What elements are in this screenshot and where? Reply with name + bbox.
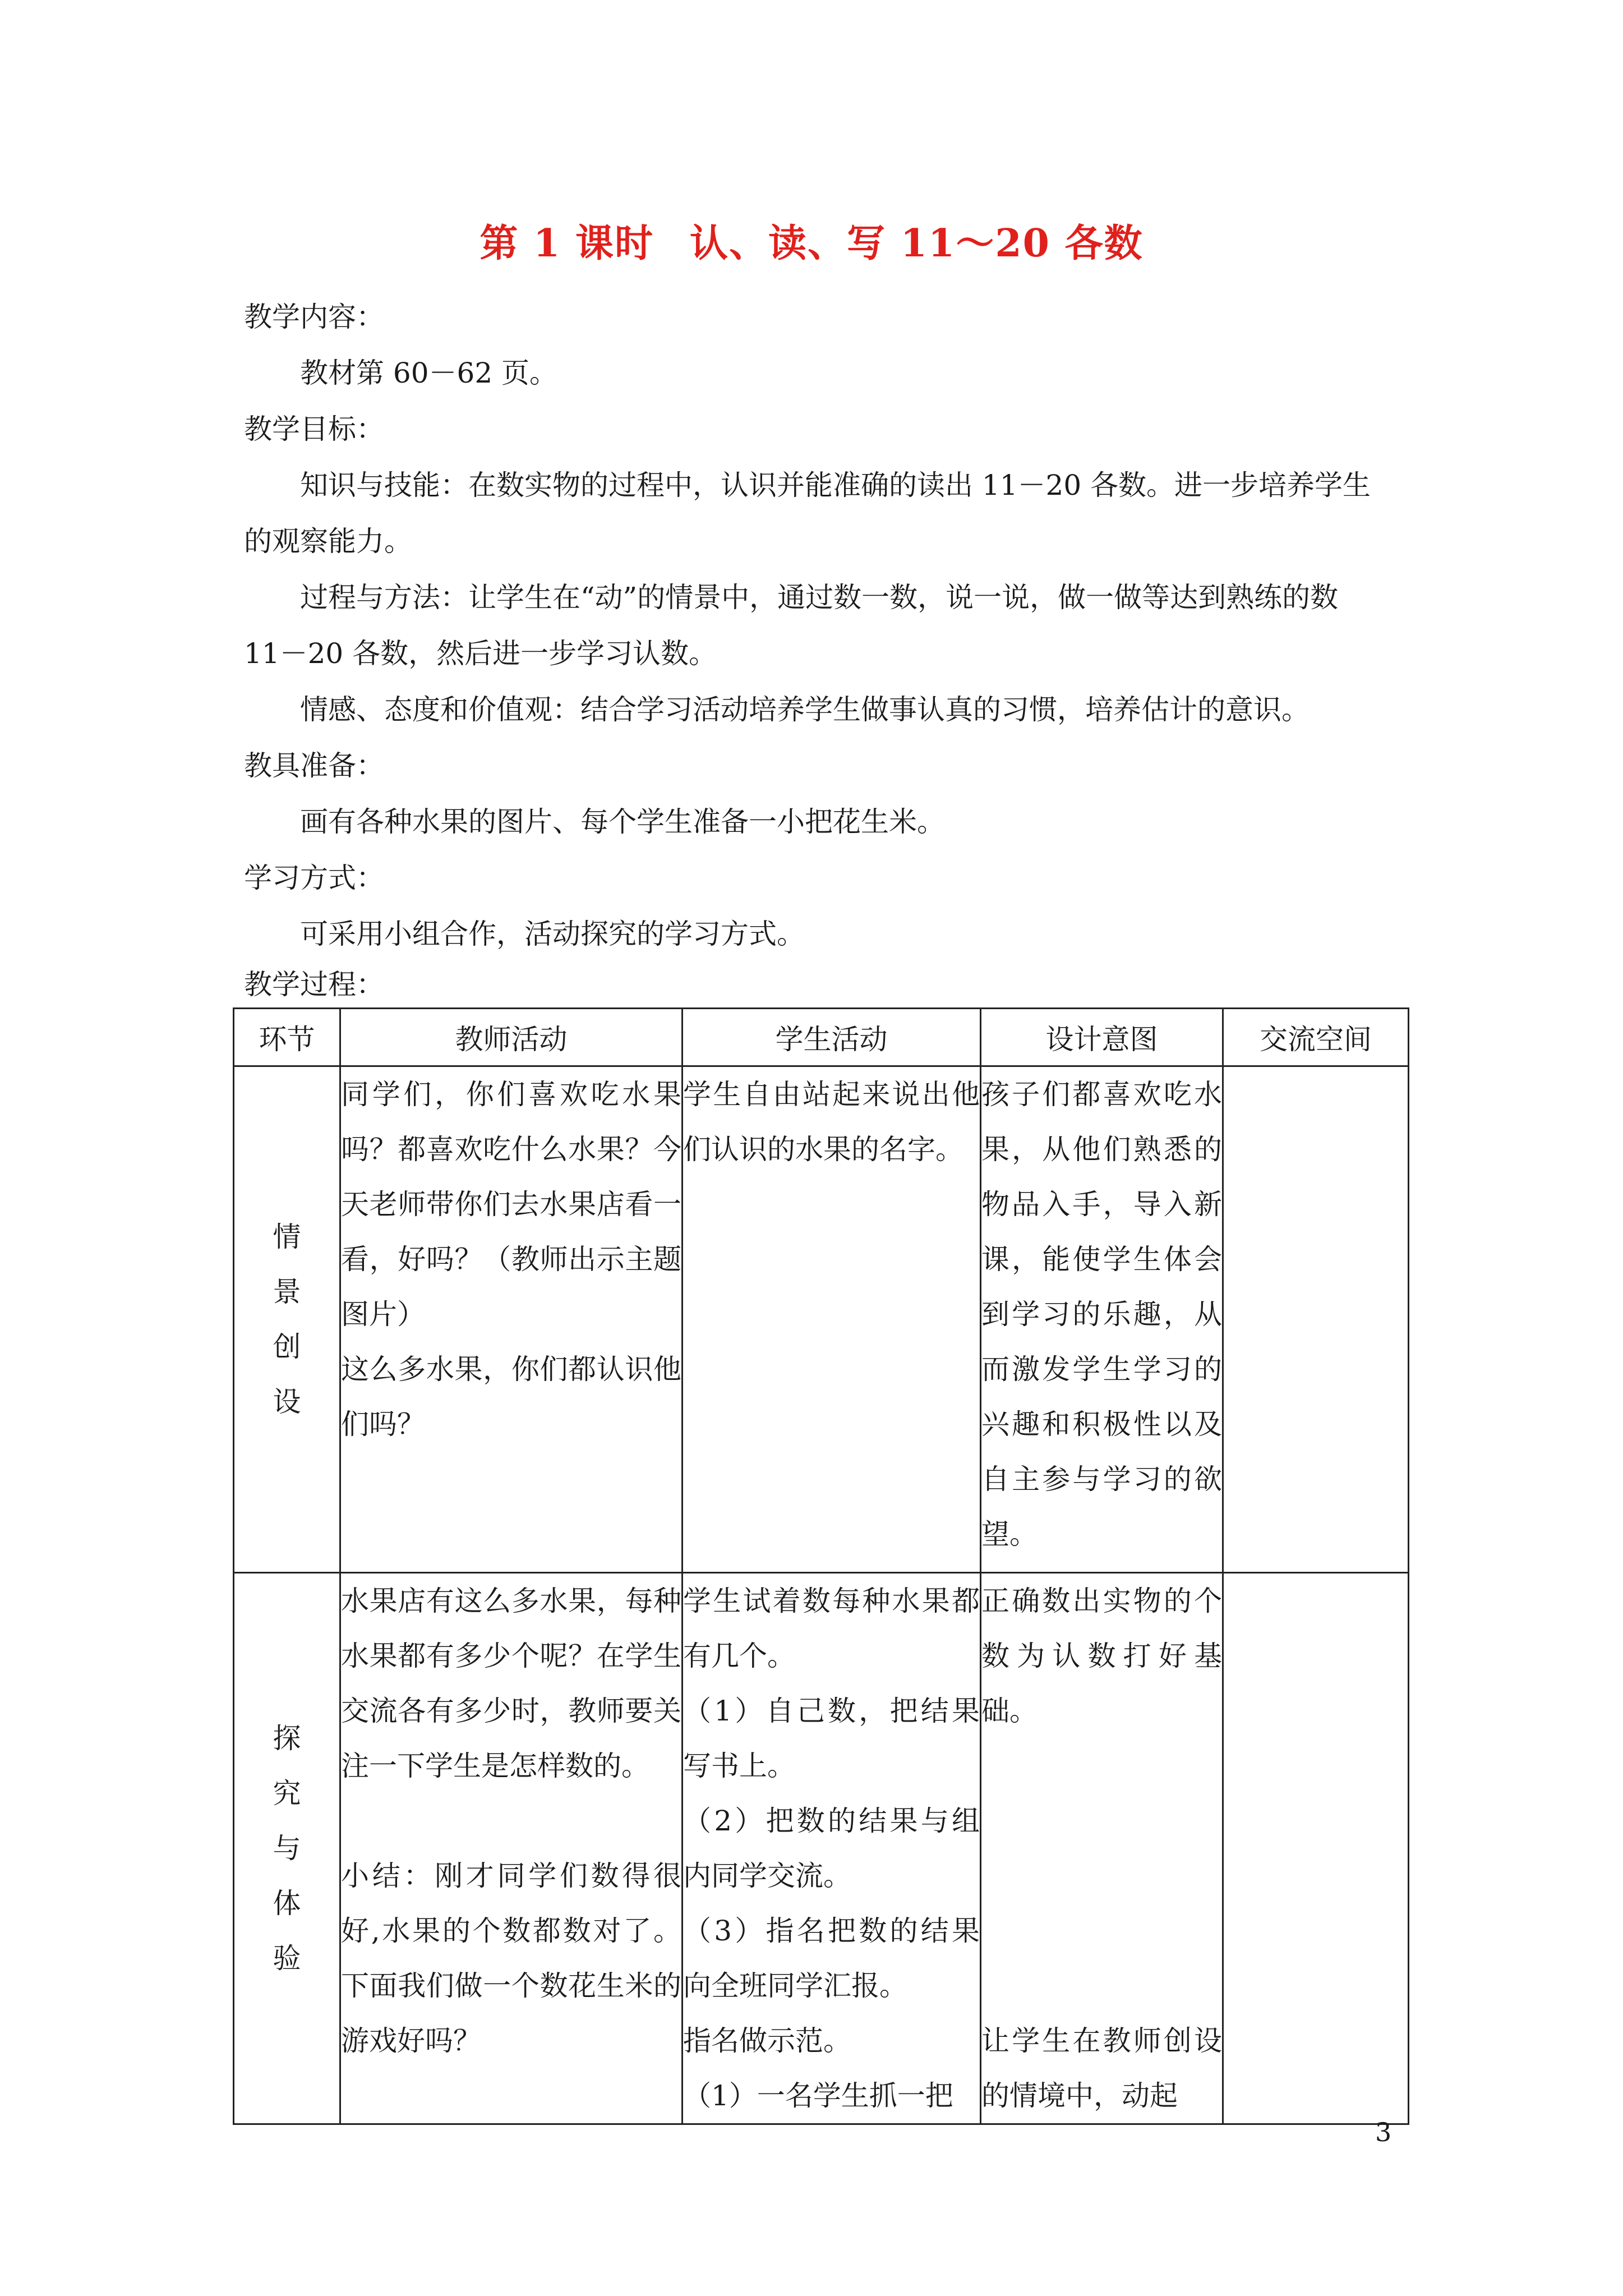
tools-text: 画有各种水果的图片、每个学生准备一小把花生米。 [300, 806, 945, 838]
goal-emotion: 情感、态度和价值观：结合学习活动培养学生做事认真的习惯，培养估计的意识。 [300, 693, 1310, 726]
student-text: 学生试着数每种水果都有几个。 [683, 1585, 980, 1672]
student-text: 学生自由站起来说出他们认识的水果的名字。 [683, 1078, 980, 1166]
design-intent-cell [981, 1573, 1223, 2124]
header-student: 学生活动 [683, 1009, 981, 1066]
goal-process-line1: 过程与方法：让学生在“动”的情景中，通过数一数，说一说，做一做等达到熟练的数 [300, 581, 1339, 614]
content-text: 教材第 60－62 页。 [300, 357, 558, 389]
goal-knowledge-line1: 知识与技能：在数实物的过程中，认识并能准确的读出 11－20 各数。进一步培养学生 [300, 469, 1371, 501]
teacher-text: 水果店有这么多水果，每种水果都有多少个呢？在学生交流各有多少时，教师要关注一下学生是怎样数的。 [341, 1585, 681, 1782]
stage-char: 究 [273, 1777, 301, 1810]
student-text: （3）指名把数的结果向全班同学汇报。 [683, 1915, 980, 2002]
teacher-activity-cell [340, 1573, 683, 2124]
content-heading: 教学内容： [244, 301, 384, 333]
page-number: 3 [1375, 2117, 1392, 2147]
header-design: 设计意图 [981, 1009, 1223, 1066]
teacher-activity-cell [340, 1066, 683, 1573]
method-text: 可采用小组合作，活动探究的学习方式。 [300, 918, 805, 950]
teacher-text: 这么多水果，你们都认识他们吗？ [341, 1353, 681, 1441]
lesson-process-table [233, 1007, 1409, 2125]
stage-char: 设 [273, 1386, 301, 1418]
goals-heading: 教学目标： [244, 413, 384, 445]
design-intent-cell [981, 1066, 1223, 1573]
table-header-row [234, 1009, 1409, 1066]
student-activity-cell [683, 1573, 981, 2124]
exchange-space-cell [1223, 1066, 1409, 1573]
table-row [234, 1066, 1409, 1573]
stage-char: 与 [273, 1832, 301, 1865]
method-heading: 学习方式： [244, 862, 384, 894]
tools-heading: 教具准备： [244, 749, 384, 782]
teacher-text: 同学们，你们喜欢吃水果吗？都喜欢吃什么水果？今天老师带你们去水果店看一看，好吗？（教师出示主题图片） [341, 1078, 681, 1331]
exchange-space-cell [1223, 1573, 1409, 2124]
design-text: 让学生在教师创设的情境中，动起 [981, 2024, 1222, 2112]
stage-char: 景 [273, 1276, 301, 1308]
student-activity-cell [683, 1066, 981, 1573]
stage-char: 创 [273, 1331, 301, 1363]
goal-knowledge-line2: 的观察能力。 [244, 525, 412, 558]
header-stage: 环节 [234, 1009, 340, 1066]
header-exchange: 交流空间 [1223, 1009, 1409, 1066]
student-text: 指名做示范。 [683, 2024, 851, 2057]
stage-char: 情 [273, 1221, 301, 1253]
stage-cell [234, 1066, 340, 1573]
design-text: 孩子们都喜欢吃水果，从他们熟悉的物品入手，导入新课，能使学生体会到学习的乐趣，从而激发学生学习的兴趣和积极性以及自主参与学习的欲望。 [981, 1078, 1222, 1550]
stage-char: 体 [273, 1887, 301, 1920]
student-text: （1）一名学生抓一把 [683, 2079, 953, 2112]
student-text: （1）自己数，把结果写书上。 [683, 1695, 980, 1782]
teacher-text: 小结：刚才同学们数得很好,水果的个数都数对了。下面我们做一个数花生米的游戏好吗？ [341, 1860, 681, 2057]
stage-cell [234, 1573, 340, 2124]
title-lesson-number: 第 1 课时 [479, 221, 654, 266]
stage-char: 探 [273, 1722, 301, 1755]
goal-process-line2: 11－20 各数，然后进一步学习认数。 [244, 637, 717, 670]
process-heading: 教学过程： [244, 968, 384, 1001]
page-title [0, 213, 1623, 268]
title-topic: 认、读、写 11～20 各数 [690, 221, 1144, 266]
student-text: （2）把数的结果与组内同学交流。 [683, 1805, 980, 1892]
header-teacher: 教师活动 [340, 1009, 683, 1066]
table-row [234, 1573, 1409, 2124]
design-text: 正确数出实物的个数为认数打好基础。 [981, 1585, 1222, 1727]
stage-char: 验 [273, 1942, 301, 1975]
